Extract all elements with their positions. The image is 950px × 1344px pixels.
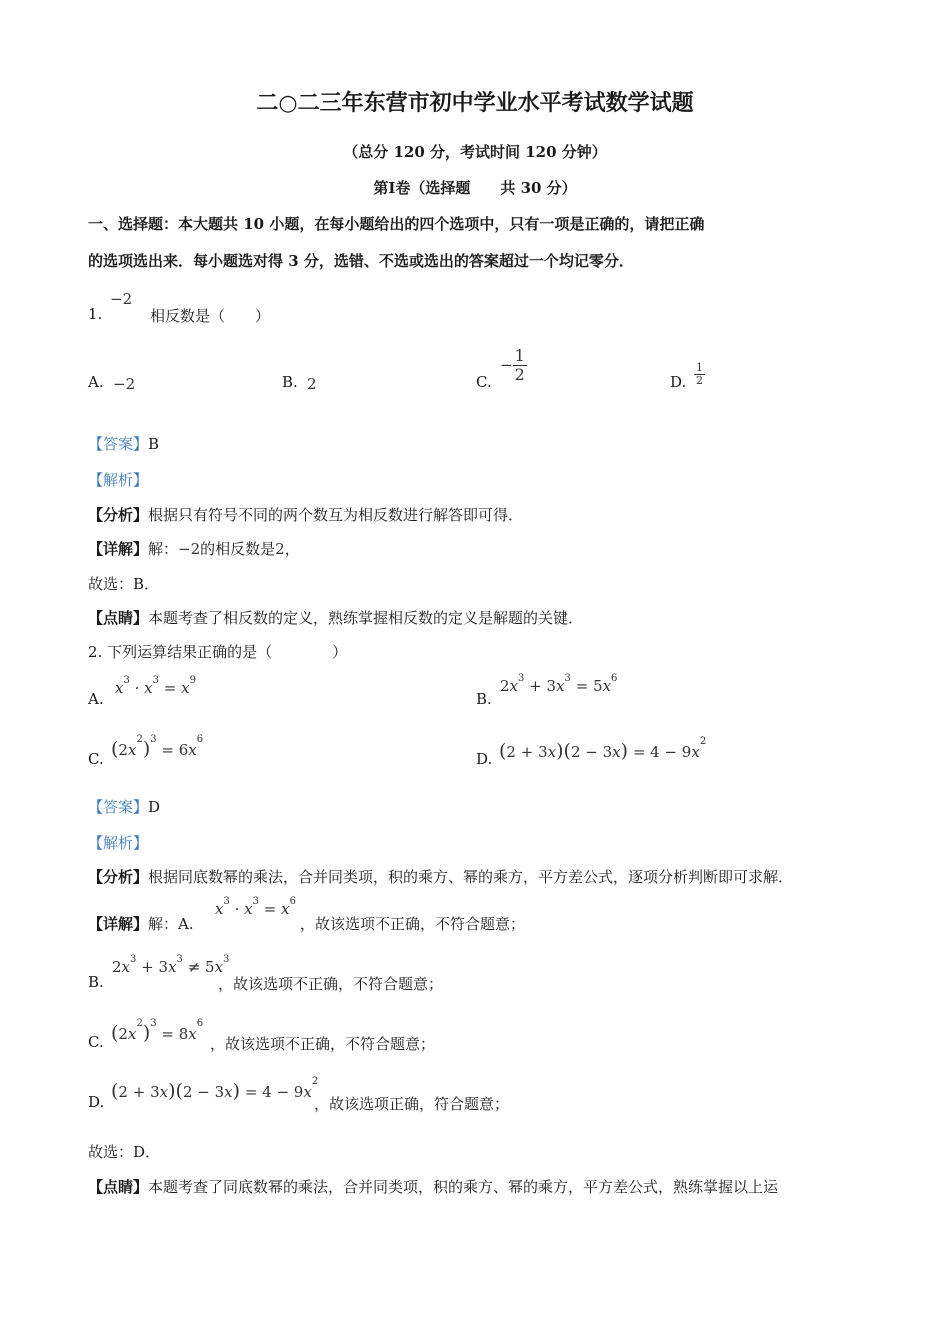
section-instructions-line1: 一、选择题：本大题共 10 小题，在每小题给出的四个选项中，只有一项是正确的，请把正确 <box>88 215 705 233</box>
q2-detail-c-math: $(2x^2)^3 = 8x^6$ <box>111 1018 204 1044</box>
exam-info: （总分 120 分，考试时间 120 分钟） <box>343 143 607 161</box>
q2-option-b-label: B. <box>476 690 492 708</box>
q2-dianjing-text: 本题考查了同底数幂的乘法，合并同类项，积的乘方、幂的乘方，平方差公式，熟练掌握以上运 <box>148 1178 779 1196</box>
q2-detail-b-reason: ，故该选项不正确，不符合题意； <box>218 975 444 993</box>
q1-detail-value-b: 2 <box>275 540 285 558</box>
q1-option-a-value: −2 <box>113 375 136 393</box>
q1-option-d-fraction <box>694 362 705 387</box>
q1-stem: 相反数是（ ） <box>150 307 271 325</box>
q1-option-d-label: D. <box>670 373 687 391</box>
q1-detail <box>88 538 300 559</box>
q2-option-c-math: $(2x^2)^3 = 6x^6$ <box>111 734 204 760</box>
q1-option-c-fraction <box>513 347 527 383</box>
q2-option-a-math: $x^3 \cdot x^3 = x^9$ <box>115 675 196 697</box>
q1-option-b <box>307 375 317 393</box>
q1-dianjing <box>88 607 583 628</box>
fenxi-tag: 【分析】 <box>88 506 149 524</box>
q2-fenxi <box>88 866 793 887</box>
q1-option-c <box>500 347 527 383</box>
q1-option-c-label: C. <box>476 373 492 391</box>
q2-answer-value: D <box>148 798 161 816</box>
q2-dianjing <box>88 1176 778 1197</box>
q1-option-b-value: 2 <box>307 375 317 393</box>
detail-tag: 【详解】 <box>88 915 149 933</box>
q1-fenxi-text: 根据只有符号不同的两个数互为相反数进行解答即可得． <box>148 506 524 524</box>
part-title: 第Ⅰ卷（选择题 共 30 分） <box>373 179 577 197</box>
answer-tag: 【答案】 <box>88 435 149 453</box>
q1-dianjing-text: 本题考查了相反数的定义，熟练掌握相反数的定义是解题的关键． <box>148 609 584 627</box>
q2-stem: 2. 下列运算结果正确的是（ ） <box>88 643 348 661</box>
q1-expression <box>110 290 132 308</box>
q1-expr-text: −2 <box>110 290 133 308</box>
q1-option-d-numerator: 1 <box>696 361 703 374</box>
q1-detail-prefix: 解： <box>148 540 179 558</box>
q1-number: 1. <box>88 305 103 323</box>
q2-detail-a-reason: ，故该选项不正确，不符合题意； <box>300 915 526 933</box>
q2-detail-prefix: 解：A. <box>148 915 194 933</box>
answer-tag: 【答案】 <box>88 798 149 816</box>
q2-option-d-math: $(2 + 3x)(2 - 3x) = 4 - 9x^2$ <box>499 736 707 762</box>
q2-detail-d-label: D. <box>88 1093 105 1111</box>
q1-option-d <box>694 362 705 387</box>
q2-choose: 故选：D． <box>88 1143 161 1161</box>
q1-option-d-denominator: 2 <box>696 374 703 388</box>
q1-detail-value-a: −2 <box>178 540 201 558</box>
q2-option-c-label: C. <box>88 750 104 768</box>
q1-option-b-label: B. <box>282 373 298 391</box>
q1-choose: 故选：B． <box>88 575 160 593</box>
q2-detail-b-label: B. <box>88 973 104 991</box>
q1-detail-mid: 的相反数是 <box>200 540 276 558</box>
q1-option-a <box>113 375 135 393</box>
q2-detail-a <box>88 913 194 934</box>
q2-detail-a-math: $x^3 \cdot x^3 = x^6$ <box>215 896 296 918</box>
section-instructions-line2: 的选项选出来．每小题选对得 3 分，选错、不选或选出的答案超过一个均记零分． <box>88 252 634 270</box>
q1-option-a-label: A. <box>88 373 104 391</box>
q2-answer <box>88 796 160 817</box>
page-title: 二○二三年东营市初中学业水平考试数学试题 <box>256 90 694 116</box>
q2-option-a-label: A. <box>88 690 104 708</box>
dianjing-tag: 【点睛】 <box>88 609 149 627</box>
q2-analysis-tag: 【解析】 <box>88 834 149 852</box>
q1-answer-value: B <box>148 435 160 453</box>
q2-detail-b-math: $2x^3 + 3x^3 \ne 5x^3$ <box>112 954 230 976</box>
dianjing-tag: 【点睛】 <box>88 1178 149 1196</box>
q2-detail-c-label: C. <box>88 1033 104 1051</box>
q2-option-b-math: $2x^3 + 3x^3 = 5x^6$ <box>500 673 618 695</box>
q2-detail-d-reason: ，故该选项正确，符合题意； <box>314 1095 510 1113</box>
q1-fenxi <box>88 504 523 525</box>
detail-tag: 【详解】 <box>88 540 149 558</box>
q1-detail-end: ， <box>284 540 300 558</box>
q2-option-d-label: D. <box>476 750 493 768</box>
q2-fenxi-text: 根据同底数幂的乘法，合并同类项，积的乘方、幂的乘方，平方差公式，逐项分析判断即可求解． <box>148 868 794 886</box>
q2-detail-c-reason: ，故该选项不正确，不符合题意； <box>210 1035 436 1053</box>
q1-answer <box>88 433 159 454</box>
q1-option-c-sign: − <box>500 356 513 375</box>
q1-option-c-denominator: 2 <box>514 364 525 384</box>
q1-option-c-numerator: 1 <box>514 346 525 365</box>
fenxi-tag: 【分析】 <box>88 868 149 886</box>
q1-analysis-tag: 【解析】 <box>88 471 149 489</box>
q2-detail-d-math: $(2 + 3x)(2 - 3x) = 4 - 9x^2$ <box>111 1076 319 1102</box>
